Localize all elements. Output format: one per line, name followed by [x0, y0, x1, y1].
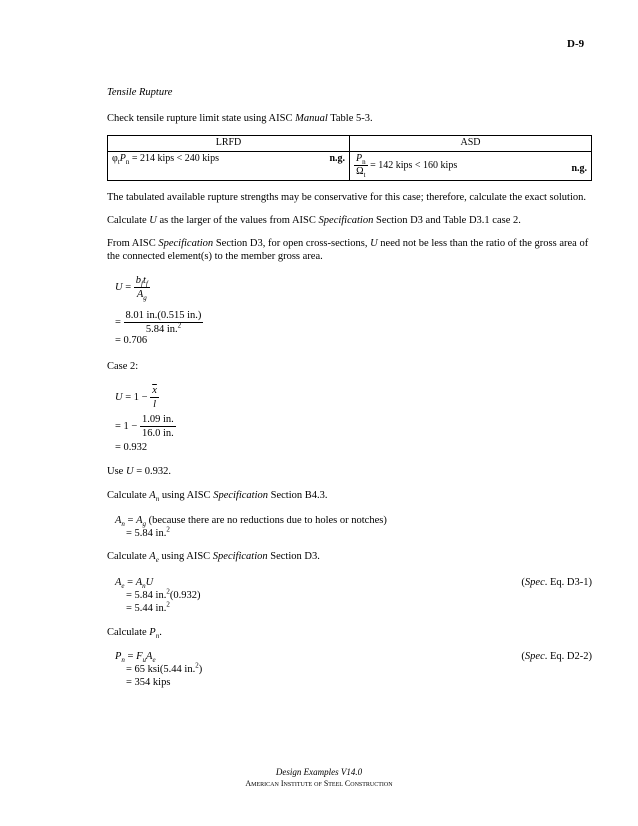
table-row: [108, 151, 592, 180]
ae-line3: = 5.44 in.$^2$: [126, 600, 170, 614]
an-equation: $A_n = A_g$ (because there are no reductions due to holes or notches): [115, 515, 387, 529]
lrfd-header: LRFD: [108, 136, 350, 152]
an-result: = 5.84 in.$^2$: [126, 525, 170, 539]
pn-equation: $P_n = F_uA_e$: [115, 651, 156, 665]
table-header-row: [108, 136, 592, 152]
asd-fraction: $\frac{P_n}{\Omega_t}$: [356, 152, 366, 179]
paragraph-open-sections: From AISC Specification Section D3, for open cross-sections, U need not be less than the ratio of the gross area of the connected element(s) to the member gross area.: [107, 238, 589, 263]
equation-u-case2-substitution: = 1 − $\frac{1.09 in.}{16.0 in.}$: [115, 414, 174, 440]
pn-line3: = 354 kips: [126, 677, 171, 688]
calculate-an: Calculate $A_n$ using AISC Specification Section B4.3.: [107, 490, 328, 504]
asd-cell: [350, 151, 592, 180]
footer-organization: American Institute of Steel Construction: [245, 779, 393, 788]
calculate-ae: Calculate $A_e$ using AISC Specification Section D3.: [107, 551, 320, 565]
lrfd-asd-table: [107, 135, 592, 181]
calculate-pn: Calculate $P_n$.: [107, 627, 162, 641]
intro-text-c: Table 5-3.: [327, 113, 373, 124]
asd-status: n.g.: [571, 162, 587, 174]
case2-label: Case 2:: [107, 361, 139, 372]
ae-equation: $A_e = A_nU$: [115, 577, 154, 591]
lrfd-expression: $\varphi_tP_n = 214$ kips < 240 kips: [112, 152, 219, 166]
asd-header: ASD: [350, 136, 592, 152]
pn-spec-reference: (Spec. Eq. D2-2): [521, 651, 592, 662]
intro-text-a: Check tensile rupture limit state using AISC: [107, 113, 296, 124]
equation-u-case2-result: = 0.932: [115, 442, 148, 453]
page-number: D-9: [567, 38, 585, 50]
ae-spec-reference: (Spec. Eq. D3-1): [521, 577, 592, 588]
use-u-statement: Use U = 0.932.: [107, 466, 171, 477]
footer-title: Design Examples V14.0: [275, 767, 363, 777]
intro-manual: Manual: [295, 113, 328, 124]
ae-line2: = 5.84 in.$^2$(0.932): [126, 587, 201, 601]
lrfd-status: n.g.: [329, 152, 345, 164]
equation-u-bf-tf: U = $\frac{b_ft_f}{A_g}$: [115, 275, 148, 303]
pn-line2: = 65 ksi(5.44 in.$^2$): [126, 661, 203, 675]
paragraph-conservative: The tabulated available rupture strengths may be conservative for this case; therefore, calculate the exact solution.: [107, 192, 587, 203]
section-title: Tensile Rupture: [107, 87, 173, 98]
equation-u-case2: U = 1 − $\frac{\overline{x}}{l}$: [115, 385, 157, 411]
intro-paragraph: [107, 112, 373, 125]
lrfd-cell: [108, 151, 350, 180]
equation-u-substitution: = $\frac{8.01 in.(0.515 in.)}{5.84 in.^2}$: [115, 310, 202, 336]
paragraph-calculate-u: Calculate U as the larger of the values from AISC Specification Section D3 and Table D3.1 case 2.: [107, 215, 521, 226]
asd-expression: $\frac{P_n}{\Omega_t}$ = 142 kips < 160 kips: [356, 152, 458, 179]
equation-u-result: = 0.706: [115, 335, 148, 346]
